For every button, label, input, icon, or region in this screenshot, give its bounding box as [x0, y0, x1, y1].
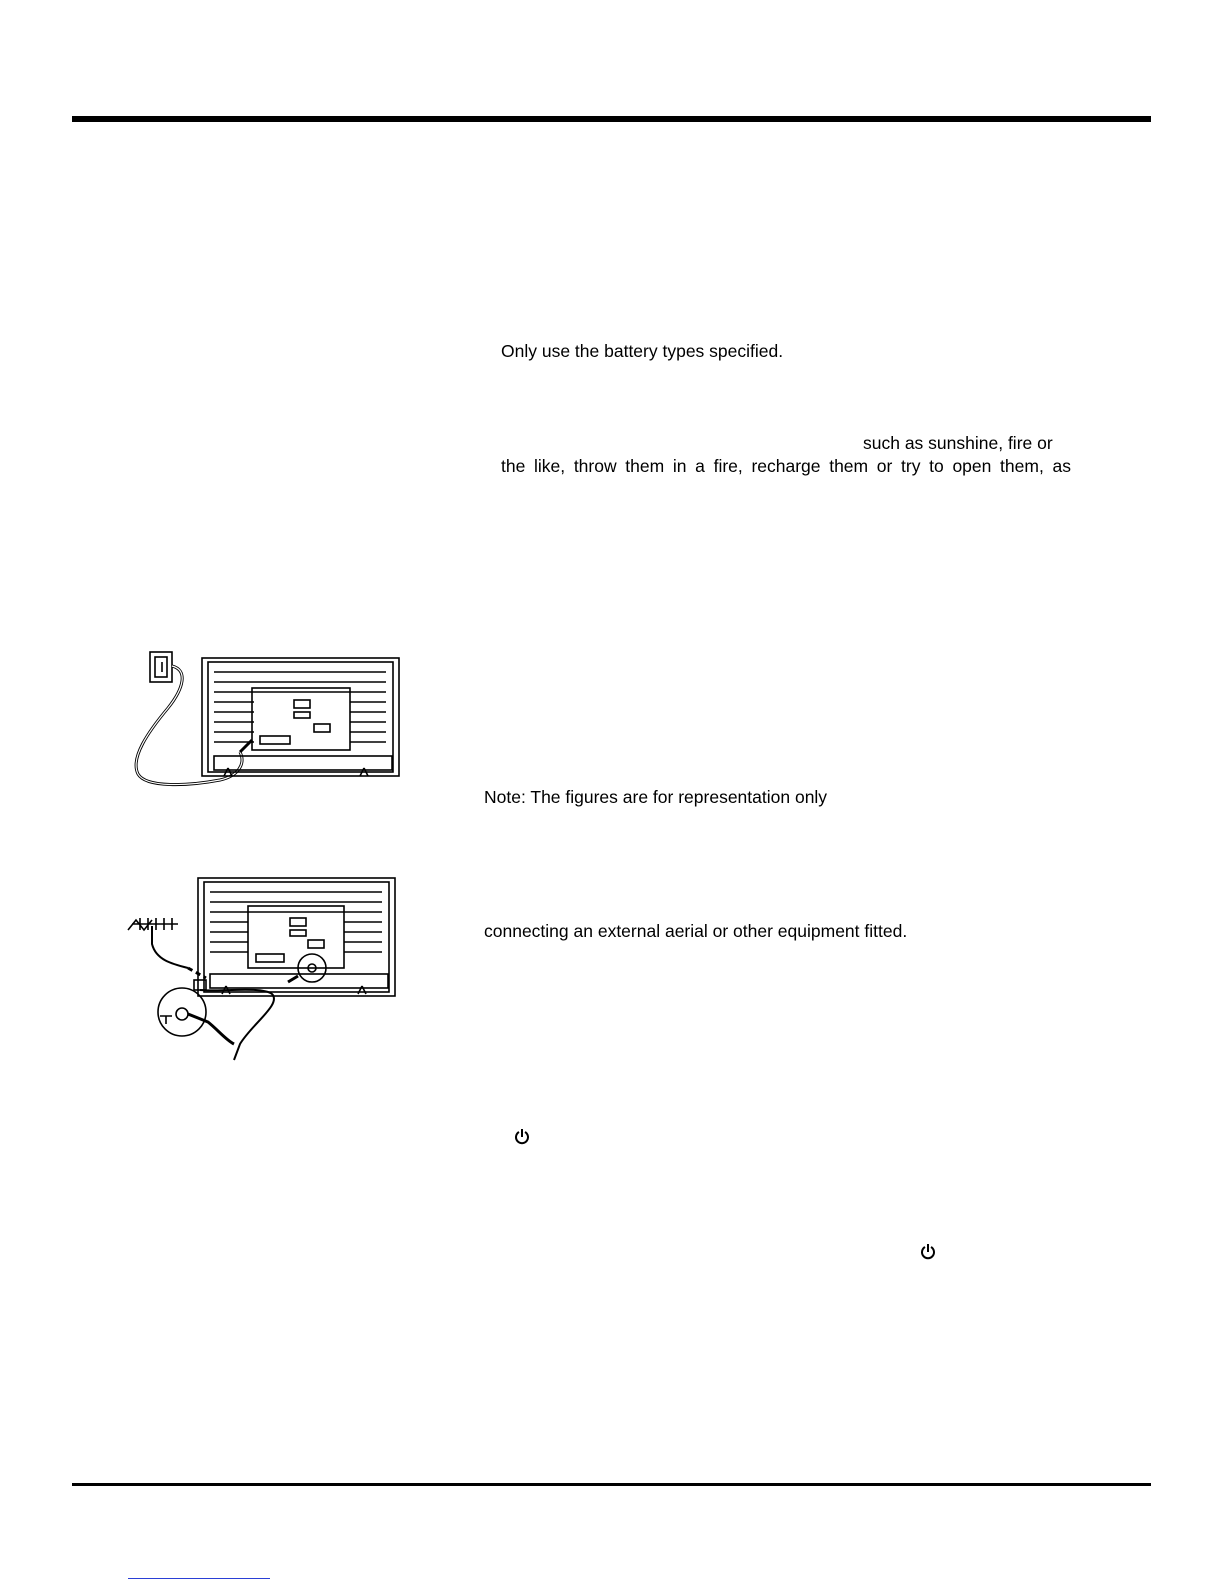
- battery-warning-line1: such as sunshine, fire or: [863, 433, 1053, 453]
- battery-warning-line2: the like, throw them in a fire, recharge them or try to open them, as: [501, 456, 1071, 476]
- power-icon: [514, 1128, 530, 1146]
- battery-note: Only use the battery types specified.: [501, 341, 784, 361]
- figure-note: Note: The figures are for representation only: [484, 787, 828, 807]
- footer-link-underline[interactable]: [128, 1578, 270, 1579]
- power-connection-figure: [128, 648, 408, 794]
- aerial-connection-figure: [122, 874, 408, 1070]
- aerial-note: connecting an external aerial or other equipment fitted.: [484, 921, 908, 941]
- footer-rule: [72, 1483, 1151, 1486]
- power-icon: [920, 1243, 936, 1261]
- header-rule: [72, 116, 1151, 122]
